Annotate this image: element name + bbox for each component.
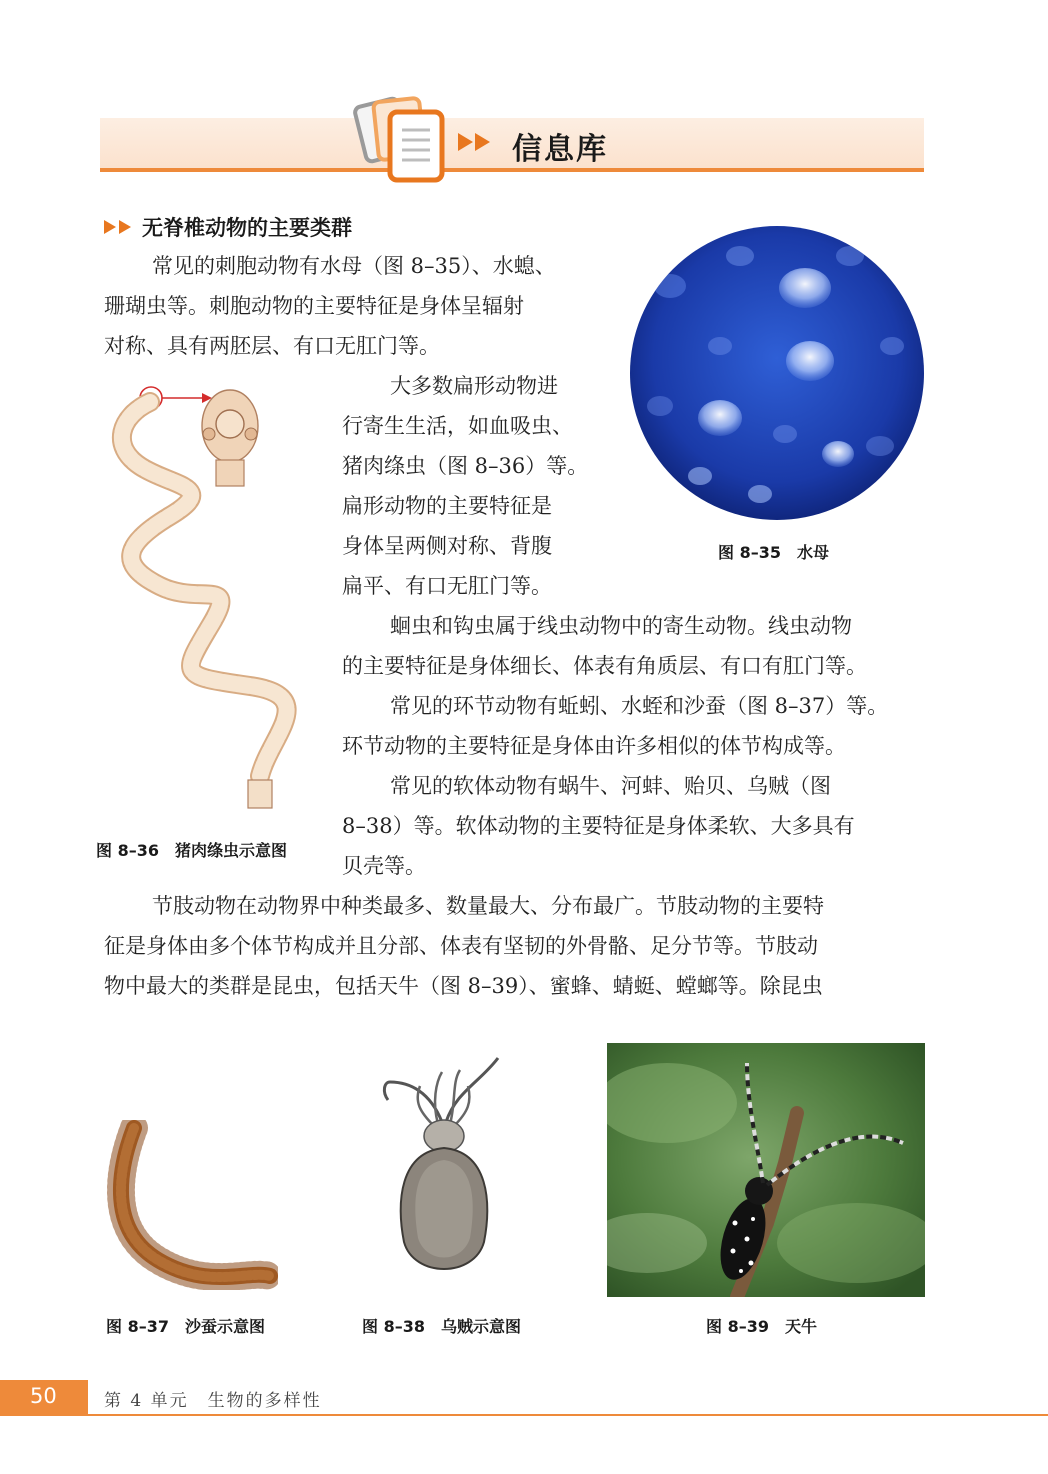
paragraph-cnidaria-line: 珊瑚虫等。刺胞动物的主要特征是身体呈辐射 bbox=[104, 294, 524, 318]
arrow-icon bbox=[104, 220, 116, 234]
paragraph-flatworm-line: 行寄生生活，如血吸虫、 bbox=[342, 414, 573, 438]
paragraph-mollusc-line: 8–38）等。软体动物的主要特征是身体柔软、大多具有 bbox=[342, 814, 855, 838]
paragraph-mollusc-line: 贝壳等。 bbox=[342, 854, 426, 878]
paragraph-arthropod-line: 节肢动物在动物界中种类最多、数量最大、分布最广。节肢动物的主要特 bbox=[152, 894, 824, 918]
figure-caption-36: 图 8–36 猪肉绦虫示意图 bbox=[96, 841, 287, 860]
section-heading bbox=[104, 212, 352, 242]
banner-title: 信息库 bbox=[512, 132, 608, 167]
paragraph-flatworm-line: 身体呈两侧对称、背腹 bbox=[342, 534, 552, 558]
document-stack-icon bbox=[350, 92, 450, 184]
paragraph-flatworm-line: 扁形动物的主要特征是 bbox=[342, 494, 552, 518]
paragraph-cnidaria-line: 常见的刺胞动物有水母（图 8–35）、水螅、 bbox=[152, 254, 556, 278]
paragraph-flatworm-line: 大多数扁形动物进 bbox=[390, 374, 558, 398]
paragraph-annelid-line: 常见的环节动物有蚯蚓、水蛭和沙蚕（图 8–37）等。 bbox=[390, 694, 889, 718]
section-title: 无脊椎动物的主要类群 bbox=[142, 216, 352, 240]
paragraph-arthropod-line: 征是身体由多个体节构成并且分部、体表有坚韧的外骨骼、足分节等。节肢动 bbox=[104, 934, 818, 958]
paragraph-flatworm-line: 猪肉绦虫（图 8–36）等。 bbox=[342, 454, 589, 478]
page-number: 50 bbox=[30, 1384, 57, 1408]
figure-caption-35: 图 8–35 水母 bbox=[718, 543, 829, 562]
longhorn-beetle-photo bbox=[607, 1043, 925, 1297]
paragraph-mollusc-line: 常见的软体动物有蜗牛、河蚌、贻贝、乌贼（图 bbox=[390, 774, 831, 798]
paragraph-flatworm-line: 扁平、有口无肛门等。 bbox=[342, 574, 552, 598]
sandworm-diagram bbox=[98, 1120, 278, 1290]
banner-arrows-icon bbox=[458, 133, 490, 151]
paragraph-nematode-line: 的主要特征是身体细长、体表有角质层、有口有肛门等。 bbox=[342, 654, 867, 678]
figure-caption-39: 图 8–39 天牛 bbox=[706, 1317, 817, 1336]
figure-caption-38: 图 8–38 乌贼示意图 bbox=[362, 1317, 521, 1336]
figure-caption-37: 图 8–37 沙蚕示意图 bbox=[106, 1317, 265, 1336]
jellyfish-photo bbox=[630, 226, 924, 520]
paragraph-annelid-line: 环节动物的主要特征是身体由许多相似的体节构成等。 bbox=[342, 734, 846, 758]
arrow-icon bbox=[119, 220, 131, 234]
paragraph-arthropod-line: 物中最大的类群是昆虫，包括天牛（图 8–39）、蜜蜂、蜻蜓、螳螂等。除昆虫 bbox=[104, 974, 823, 998]
banner-underline bbox=[100, 168, 924, 172]
paragraph-nematode-line: 蛔虫和钩虫属于线虫动物中的寄生动物。线虫动物 bbox=[390, 614, 852, 638]
cuttlefish-diagram bbox=[380, 1052, 510, 1284]
tapeworm-diagram bbox=[100, 376, 312, 816]
footer-unit-text: 第 4 单元 生物的多样性 bbox=[104, 1391, 322, 1411]
footer-line bbox=[88, 1414, 1048, 1416]
paragraph-cnidaria-line: 对称、具有两胚层、有口无肛门等。 bbox=[104, 334, 440, 358]
